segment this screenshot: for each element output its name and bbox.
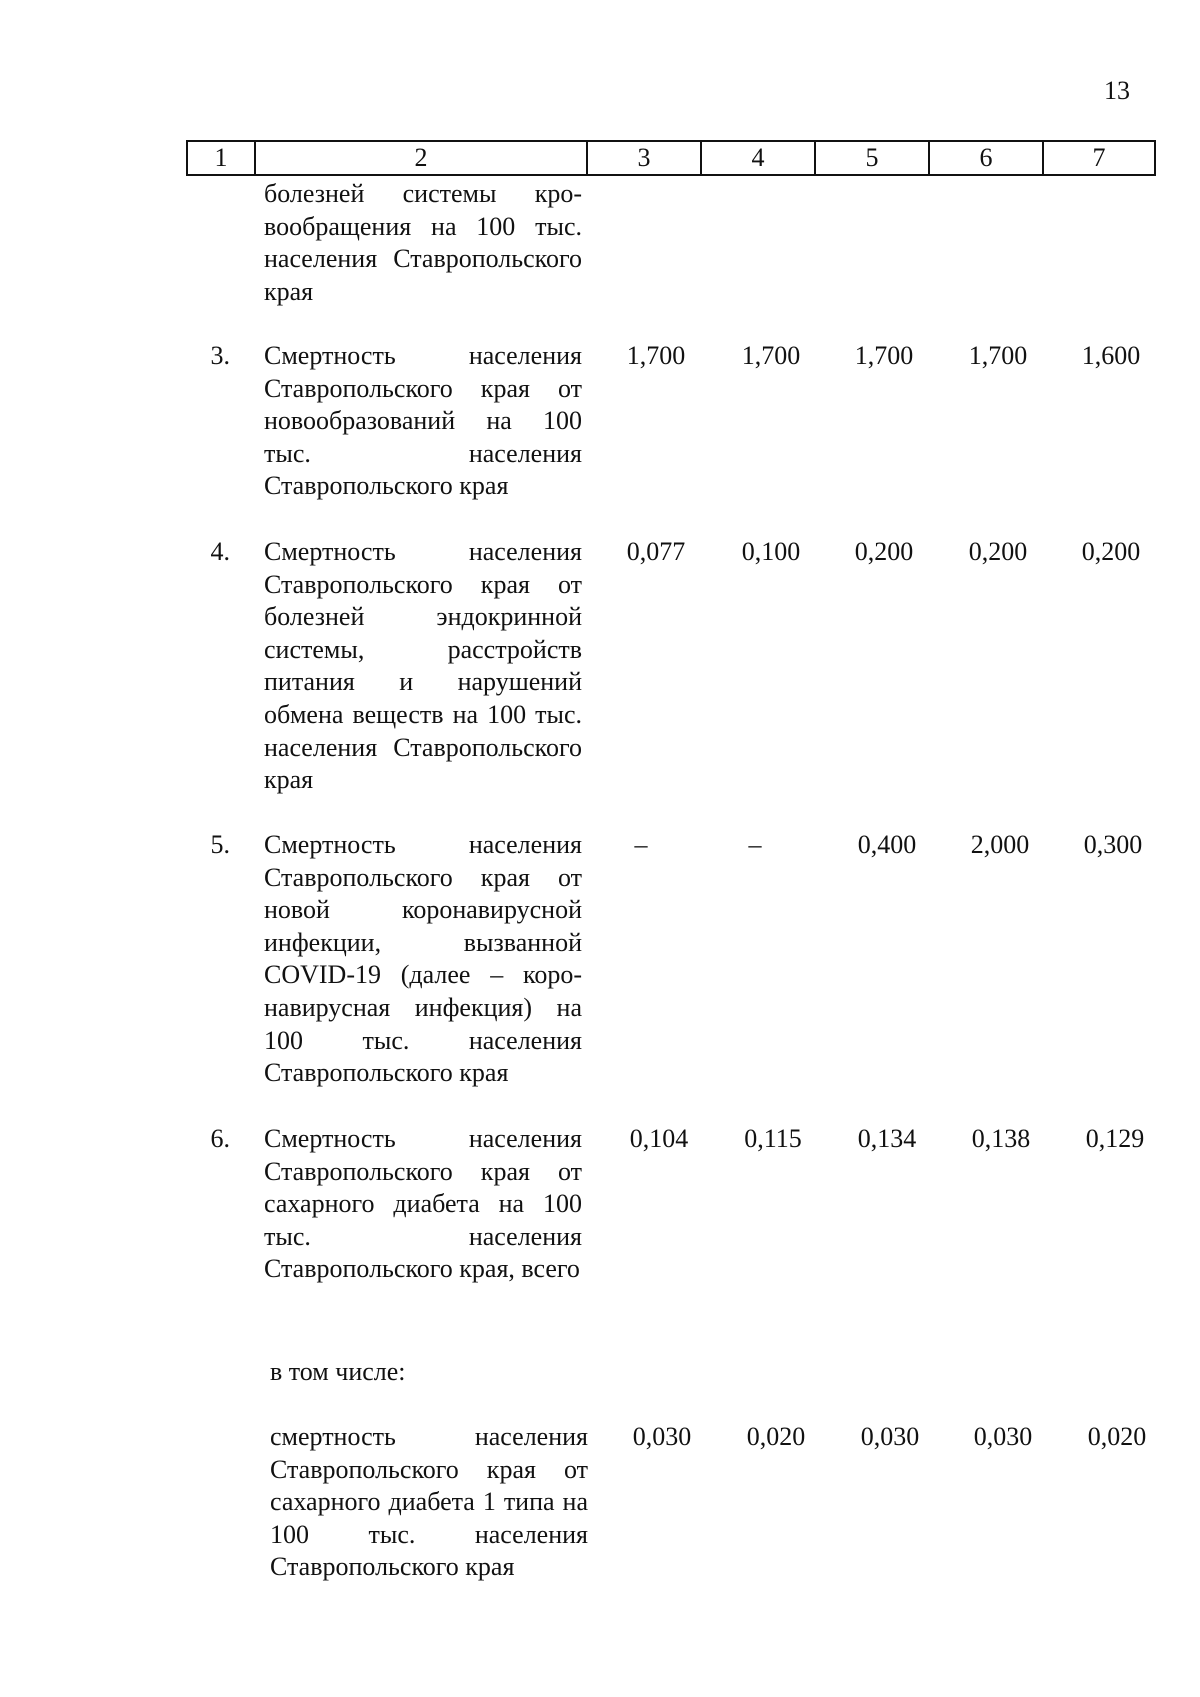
row-description: Смертность населения Ставропольского края от новообразований на 100 тыс. населения Ставропольского края bbox=[264, 341, 582, 501]
header-col-4: 4 bbox=[701, 141, 815, 175]
row-description: Смертность населения Ставропольского края от болезней эндокринной системы, расстройств питания и нарушений обмена веществ на 100 тыс. населения Ставропольского края bbox=[264, 537, 582, 795]
value-col-4: 0,115 bbox=[744, 1124, 802, 1153]
page-number: 13 bbox=[1104, 76, 1130, 105]
value-col-7: 0,300 bbox=[1083, 830, 1143, 859]
value-col-3: 0,104 bbox=[629, 1124, 689, 1153]
value-col-6: 0,030 bbox=[973, 1422, 1033, 1451]
value-col-6: 2,000 bbox=[970, 830, 1030, 859]
header-col-7: 7 bbox=[1043, 141, 1155, 175]
header-col-3: 3 bbox=[587, 141, 701, 175]
header-col-5: 5 bbox=[815, 141, 929, 175]
value-col-5: 1,700 bbox=[854, 341, 914, 370]
value-col-5: 0,030 bbox=[860, 1422, 920, 1451]
value-col-6: 0,138 bbox=[971, 1124, 1031, 1153]
row-number: 5. bbox=[210, 830, 230, 859]
row-number: 3. bbox=[210, 341, 230, 370]
row-description: Смертность населения Ставропольского края от новой коронавирусной инфекции, вызванной COVID-19 (далее – коронавирусная инфекция) на 100 тыс. населения Ставропольского края bbox=[264, 830, 582, 1088]
subrow-description: смертность населения Ставропольского края от сахарного диабета 1 типа на 100 тыс. населения Ставропольского края bbox=[270, 1422, 588, 1582]
value-col-4: – bbox=[748, 830, 762, 859]
value-col-5: 0,400 bbox=[857, 830, 917, 859]
header-col-1: 1 bbox=[187, 141, 255, 175]
value-col-3: – bbox=[634, 830, 648, 859]
value-col-3: 0,030 bbox=[632, 1422, 692, 1451]
value-col-4: 0,020 bbox=[746, 1422, 806, 1451]
value-col-6: 0,200 bbox=[968, 537, 1028, 566]
value-col-3: 1,700 bbox=[626, 341, 686, 370]
value-col-7: 0,020 bbox=[1087, 1422, 1147, 1451]
row-description: Смертность населения Ставропольского края от сахарного диабета на 100 тыс. населения Ставропольского края, всего bbox=[264, 1124, 582, 1284]
value-col-6: 1,700 bbox=[968, 341, 1028, 370]
value-col-7: 0,200 bbox=[1081, 537, 1141, 566]
value-col-7: 0,129 bbox=[1085, 1124, 1145, 1153]
header-row bbox=[187, 141, 1155, 175]
column-header-table bbox=[186, 140, 1156, 176]
subheading: в том числе: bbox=[270, 1357, 406, 1386]
row-number: 4. bbox=[210, 537, 230, 566]
value-col-5: 0,134 bbox=[857, 1124, 917, 1153]
value-col-5: 0,200 bbox=[854, 537, 914, 566]
continuation-description: болезней системы кровообращения на 100 тыс. населения Ставропольского края bbox=[264, 179, 582, 306]
header-col-6: 6 bbox=[929, 141, 1043, 175]
value-col-3: 0,077 bbox=[626, 537, 686, 566]
value-col-7: 1,600 bbox=[1081, 341, 1141, 370]
value-col-4: 0,100 bbox=[741, 537, 801, 566]
header-col-2: 2 bbox=[255, 141, 587, 175]
row-number: 6. bbox=[210, 1124, 230, 1153]
value-col-4: 1,700 bbox=[741, 341, 801, 370]
